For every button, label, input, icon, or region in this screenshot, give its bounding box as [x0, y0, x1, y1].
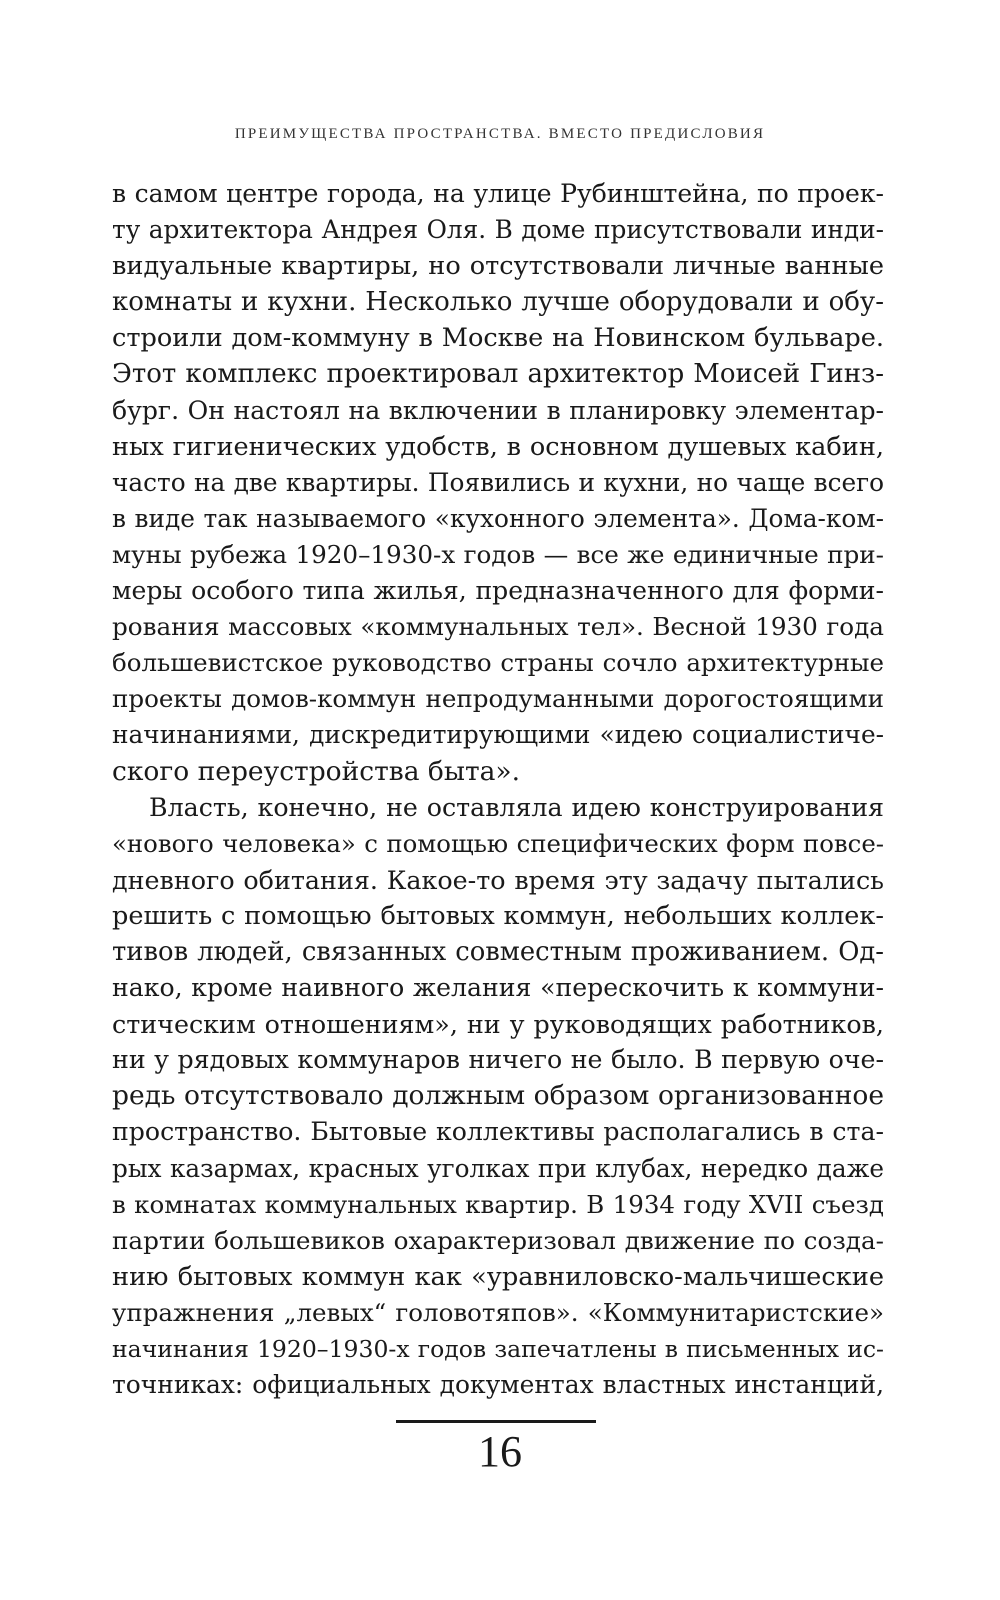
- body-text: [112, 176, 884, 1403]
- text-line: упражнения „левых“ головотяпов». «Коммунитаристские»: [112, 1297, 884, 1327]
- text-line: в самом центре города, на улице Рубинштейна, по проек-: [112, 179, 884, 208]
- folio-rule: [396, 1420, 596, 1423]
- text-line: решить с помощью бытовых коммун, небольших коллек-: [112, 900, 884, 931]
- text-line: рых казармах, красных уголках при клубах, нередко даже: [112, 1153, 884, 1183]
- text-line: точниках: официальных документах властных инстанций,: [112, 1370, 884, 1400]
- running-head: ПРЕИМУЩЕСТВА ПРОСТРАНСТВА. ВМЕСТО ПРЕДИСЛОВИЯ: [234, 126, 766, 142]
- text-line: бург. Он настоял на включении в планировку элементар-: [112, 395, 884, 425]
- text-line: Этот комплекс проектировал архитектор Моисей Гинз-: [112, 359, 884, 390]
- text-line: редь отсутствовало должным образом организованное: [112, 1080, 884, 1112]
- paragraph-start-line: Власть, конечно, не оставляла идею конструирования: [149, 792, 884, 822]
- text-line: тивов людей, связанных совместным проживанием. Од-: [112, 936, 884, 967]
- text-line: нию бытовых коммун как «уравниловско-мальчишеские: [112, 1261, 884, 1292]
- text-line: строили дом-коммуну в Москве на Новинском бульваре.: [112, 323, 884, 354]
- text-line: дневного обитания. Какое-то время эту задачу пытались: [112, 864, 884, 895]
- text-line: партии большевиков охарактеризовал движение по созда-: [112, 1225, 884, 1255]
- text-line: «нового человека» с помощью специфических форм повсе-: [112, 828, 884, 858]
- text-line: проекты домов-коммун непродуманными дорогостоящими: [112, 684, 884, 714]
- text-line: часто на две квартиры. Появились и кухни, но чаще всего: [112, 467, 884, 497]
- text-line: большевистское руководство страны сочло архитектурные: [112, 648, 884, 678]
- text-line: рования массовых «коммунальных тел». Весной 1930 года: [112, 612, 884, 642]
- text-line: муны рубежа 1920–1930-х годов — все же единичные при-: [112, 539, 884, 569]
- text-line: ни у рядовых коммунаров ничего не было. В первую оче-: [112, 1045, 884, 1075]
- text-line: стическим отношениям», ни у руководящих работников,: [112, 1009, 884, 1040]
- text-line: ных гигиенических удобств, в основном душевых кабин,: [112, 431, 884, 462]
- text-line: ту архитектора Андрея Оля. В доме присутствовали инди-: [112, 215, 884, 245]
- text-line: начинания 1920–1930-х годов запечатлены в письменных ис-: [112, 1335, 884, 1363]
- text-line: в комнатах коммунальных квартир. В 1934 году XVII съезд: [112, 1189, 884, 1219]
- text-line: в виде так называемого «кухонного элемента». Дома-ком-: [112, 503, 884, 533]
- page-number: 16: [478, 1427, 522, 1476]
- text-line: пространство. Бытовые коллективы располагались в ста-: [112, 1117, 884, 1147]
- text-line: меры особого типа жилья, предназначенного для форми-: [112, 576, 884, 606]
- text-line: видуальные квартиры, но отсутствовали личные ванные: [112, 251, 884, 282]
- text-line: комнаты и кухни. Несколько лучше оборудовали и обу-: [112, 287, 884, 318]
- text-line: нако, кроме наивного желания «перескочить к коммуни-: [112, 973, 884, 1003]
- paragraph-end-line: ского переустройства быта».: [112, 755, 521, 787]
- text-line: начинаниями, дискредитирующими «идею социалистиче-: [112, 720, 884, 750]
